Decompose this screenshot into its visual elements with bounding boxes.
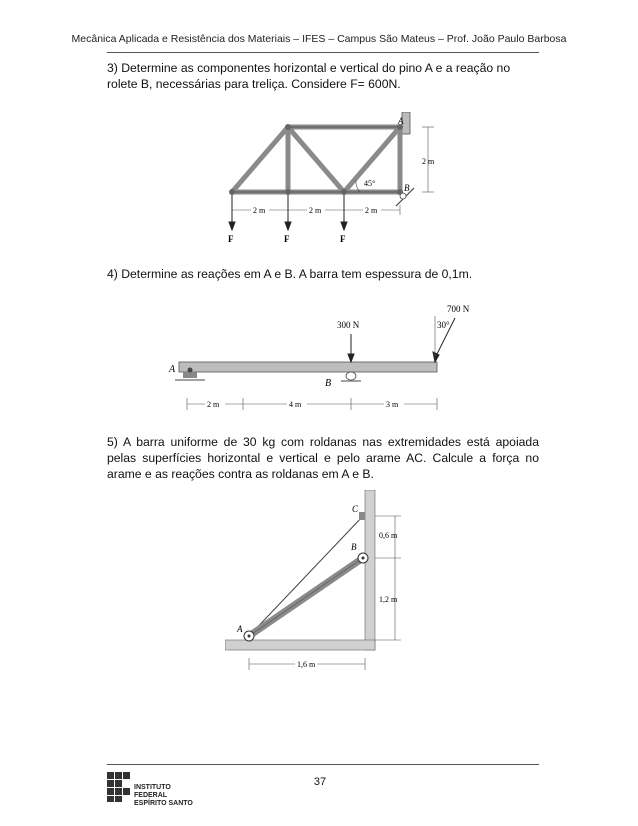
span-2: 2 m: [309, 206, 322, 215]
ifes-logo-icon: [107, 772, 131, 802]
label-height: 2 m: [422, 157, 435, 166]
span-3: 2 m: [365, 206, 378, 215]
label-angle: 45°: [364, 179, 376, 188]
problem-3-text: 3) Determine as componentes horizontal e vertical do pino A e a reação no rolete B, necessárias para treliça. Considere F= 600N.: [107, 61, 511, 91]
ifes-logo: [107, 770, 197, 807]
beam-label-a: A: [169, 364, 176, 375]
label-a: A: [398, 116, 404, 126]
beam-dim-2: 4 m: [289, 400, 302, 409]
beam-dim-3: 3 m: [386, 400, 399, 409]
load-f-1: F: [228, 234, 234, 244]
problem-4-text: 4) Determine as reações em A e B. A barra tem espessura de 0,1m.: [107, 267, 473, 281]
page-header: Mecânica Aplicada e Resistência dos Materiais – IFES – Campus São Mateus – Prof. João Paulo Barbosa: [71, 33, 567, 45]
label-a5: A: [237, 624, 243, 634]
pulley-b-icon: [358, 553, 368, 563]
pulley-bar-figure: [225, 490, 425, 680]
load-angle: 30°: [437, 320, 450, 330]
label-b5: B: [351, 542, 357, 552]
anchor-c-icon: [359, 512, 365, 520]
label-b: B: [404, 183, 410, 193]
load-700: 700 N: [447, 304, 470, 314]
dim-0-6: 0,6 m: [379, 531, 398, 540]
span-1: 2 m: [253, 206, 266, 215]
footer-rule: [107, 764, 539, 765]
logo-line-1: INSTITUTO FEDERAL: [134, 784, 171, 799]
truss-figure: [200, 112, 450, 252]
beam-dim-1: 2 m: [207, 400, 220, 409]
pulley-a-icon: [244, 631, 254, 641]
beam-figure: [165, 296, 495, 416]
roller-support-icon: [341, 372, 361, 381]
logo-line-2: ESPÍRITO SANTO: [134, 800, 193, 807]
dim-1-2: 1,2 m: [379, 595, 398, 604]
label-c: C: [352, 504, 359, 514]
load-f-3: F: [340, 234, 346, 244]
page-number: 37: [313, 776, 327, 788]
beam-label-b: B: [325, 378, 332, 389]
dim-1-6: 1,6 m: [297, 660, 316, 669]
load-300: 300 N: [337, 320, 360, 330]
header-rule: [107, 52, 539, 53]
problem-5-text: 5) A barra uniforme de 30 kg com roldanas nas extremidades está apoiada pelas superfícies horizontal e vertical e pelo arame AC. Calcule a força no arame e as reações contra as roldanas em A e B.: [107, 435, 539, 481]
load-f-2: F: [284, 234, 290, 244]
